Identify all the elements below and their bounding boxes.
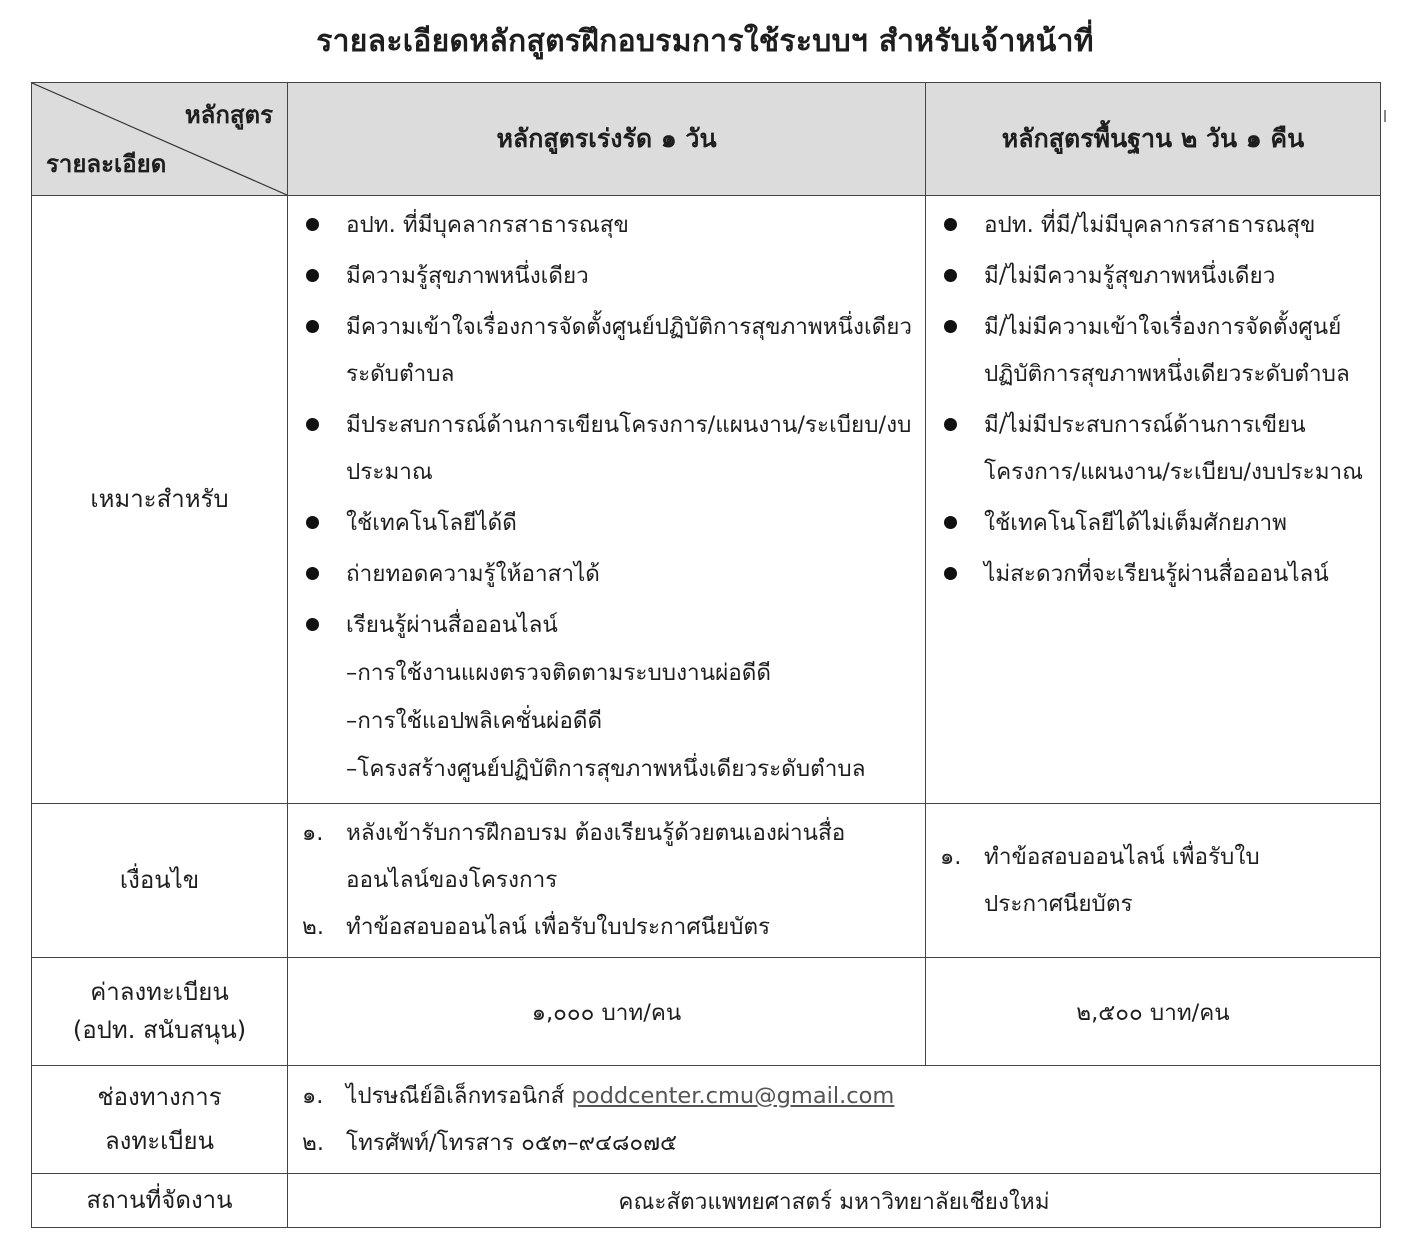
- item-number: ๑.: [940, 843, 962, 870]
- conditions-course2-list: [926, 828, 1380, 934]
- phone-channel-text: โทรศัพท์/โทรสาร ๐๕๓–๙๔๘๐๗๕: [346, 1129, 678, 1156]
- course2-header: หลักสูตรพื้นฐาน ๒ วัน ๑ คืน: [926, 83, 1381, 196]
- item-number: ๑.: [302, 1082, 324, 1109]
- suitable-course2-list: [926, 196, 1380, 608]
- list-item: [940, 402, 1370, 496]
- list-item-text: ทำข้อสอบออนไลน์ เพื่อรับใบประกาศนียบัตร: [346, 914, 771, 940]
- list-item-text: ไม่สะดวกที่จะเรียนรู้ผ่านสื่อออนไลน์: [984, 561, 1329, 587]
- list-item-text: อปท. ที่มี/ไม่มีบุคลากรสาธารณสุข: [984, 212, 1316, 238]
- list-item-text: มี/ไม่มีประสบการณ์ด้านการเขียนโครงการ/แผนงาน/ระเบียบ/งบประมาณ: [984, 412, 1364, 485]
- online-topics-sublist: [346, 649, 915, 793]
- suitable-course1-list: [288, 196, 925, 803]
- list-item-text: มีประสบการณ์ด้านการเขียนโครงการ/แผนงาน/ระเบียบ/งบประมาณ: [346, 412, 912, 485]
- suitable-course1-cell: [288, 196, 926, 804]
- list-item-text: มีความเข้าใจเรื่องการจัดตั้งศูนย์ปฏิบัติการสุขภาพหนึ่งเดียวระดับตำบล: [346, 314, 913, 387]
- bullet-icon: [944, 567, 957, 580]
- fee-label: [32, 958, 288, 1066]
- list-item-text: ใช้เทคโนโลยีได้ไม่เต็มศักยภาพ: [984, 510, 1287, 536]
- suitable-course2-cell: [926, 196, 1381, 804]
- bullet-icon: [306, 218, 319, 231]
- list-item-text: มี/ไม่มีความเข้าใจเรื่องการจัดตั้งศูนย์ปฏิบัติการสุขภาพหนึ่งเดียวระดับตำบล: [984, 314, 1350, 387]
- venue-value: คณะสัตวแพทยศาสตร์ มหาวิทยาลัยเชียงใหม่: [288, 1174, 1381, 1228]
- list-item-text: ใช้เทคโนโลยีได้ดี: [346, 510, 517, 536]
- list-item-text: ถ่ายทอดความรู้ให้อาสาได้: [346, 561, 600, 587]
- venue-label: สถานที่จัดงาน: [32, 1174, 288, 1228]
- sublist-item: –การใช้งานแผงตรวจติดตามระบบงานผ่อดีดี: [346, 660, 771, 686]
- registration-label-line1: ช่องทางการ: [97, 1083, 222, 1112]
- registration-channels-list: [288, 1067, 1380, 1173]
- bullet-icon: [306, 320, 319, 333]
- corner-label-details: รายละเอียด: [46, 150, 167, 178]
- fee-course1: ๑,๐๐๐ บาท/คน: [288, 958, 926, 1066]
- bullet-icon: [306, 618, 319, 631]
- venue-row: [32, 1174, 1381, 1228]
- conditions-course1-list: [288, 804, 925, 957]
- list-item: [940, 834, 1370, 928]
- list-item-text: เรียนรู้ผ่านสื่อออนไลน์: [346, 612, 558, 638]
- list-item: [302, 1073, 1370, 1120]
- conditions-row: [32, 804, 1381, 958]
- registration-label-line2: ลงทะเบียน: [104, 1126, 215, 1155]
- conditions-course2-cell: [926, 804, 1381, 958]
- bullet-icon: [944, 269, 957, 282]
- list-item: [940, 304, 1370, 398]
- list-item: [302, 253, 915, 300]
- list-item: [302, 1120, 1370, 1167]
- list-item: [302, 500, 915, 547]
- list-item-text: อปท. ที่มีบุคลากรสาธารณสุข: [346, 212, 629, 238]
- scan-mark: [1384, 110, 1386, 122]
- list-item: [940, 551, 1370, 598]
- list-item: [940, 253, 1370, 300]
- bullet-icon: [306, 516, 319, 529]
- registration-label: [32, 1066, 288, 1174]
- item-number: ๑.: [302, 820, 324, 846]
- list-item: [302, 304, 915, 398]
- list-item-text: มี/ไม่มีความรู้สุขภาพหนึ่งเดียว: [984, 263, 1276, 289]
- email-channel-label: ไปรษณีย์อิเล็กทรอนิกส์: [346, 1082, 565, 1109]
- list-item-text: หลังเข้ารับการฝึกอบรม ต้องเรียนรู้ด้วยตนเองผ่านสื่อออนไลน์ของโครงการ: [346, 820, 846, 893]
- bullet-icon: [306, 567, 319, 580]
- registration-row: [32, 1066, 1381, 1174]
- list-item: [302, 202, 915, 249]
- list-item: [302, 551, 915, 598]
- sublist-item: –โครงสร้างศูนย์ปฏิบัติการสุขภาพหนึ่งเดียวระดับตำบล: [346, 756, 866, 782]
- list-item: [940, 202, 1370, 249]
- list-item-text: ทำข้อสอบออนไลน์ เพื่อรับใบประกาศนียบัตร: [984, 843, 1260, 917]
- registration-channels-cell: [288, 1066, 1381, 1174]
- list-item: [940, 500, 1370, 547]
- header-row: [32, 83, 1381, 196]
- bullet-icon: [944, 418, 957, 431]
- corner-label-course: หลักสูตร: [184, 101, 273, 129]
- fee-label-line2: (อปท. สนับสนุน): [72, 1015, 247, 1044]
- corner-header-cell: [32, 83, 288, 196]
- course1-header: หลักสูตรเร่งรัด ๑ วัน: [288, 83, 926, 196]
- suitable-row: [32, 196, 1381, 804]
- course-details-table: [31, 82, 1381, 1228]
- suitable-label: เหมาะสำหรับ: [32, 196, 288, 804]
- list-item: [302, 810, 915, 904]
- fee-label-line1: ค่าลงทะเบียน: [90, 978, 229, 1007]
- list-item: [302, 602, 915, 793]
- bullet-icon: [306, 269, 319, 282]
- bullet-icon: [944, 516, 957, 529]
- list-item-text: มีความรู้สุขภาพหนึ่งเดียว: [346, 263, 589, 289]
- item-number: ๒.: [302, 914, 324, 940]
- bullet-icon: [944, 320, 957, 333]
- bullet-icon: [944, 218, 957, 231]
- page-title: รายละเอียดหลักสูตรฝึกอบรมการใช้ระบบฯ สำหรับเจ้าหน้าที่: [316, 24, 1094, 59]
- fee-course2: ๒,๕๐๐ บาท/คน: [926, 958, 1381, 1066]
- item-number: ๒.: [302, 1129, 324, 1156]
- sublist-item: –การใช้แอปพลิเคชั่นผ่อดีดี: [346, 708, 603, 734]
- bullet-icon: [306, 418, 319, 431]
- list-item: [302, 402, 915, 496]
- email-link[interactable]: poddcenter.cmu@gmail.com: [571, 1082, 895, 1109]
- conditions-course1-cell: [288, 804, 926, 958]
- fee-row: [32, 958, 1381, 1066]
- conditions-label: เงื่อนไข: [32, 804, 288, 958]
- list-item: [302, 904, 915, 951]
